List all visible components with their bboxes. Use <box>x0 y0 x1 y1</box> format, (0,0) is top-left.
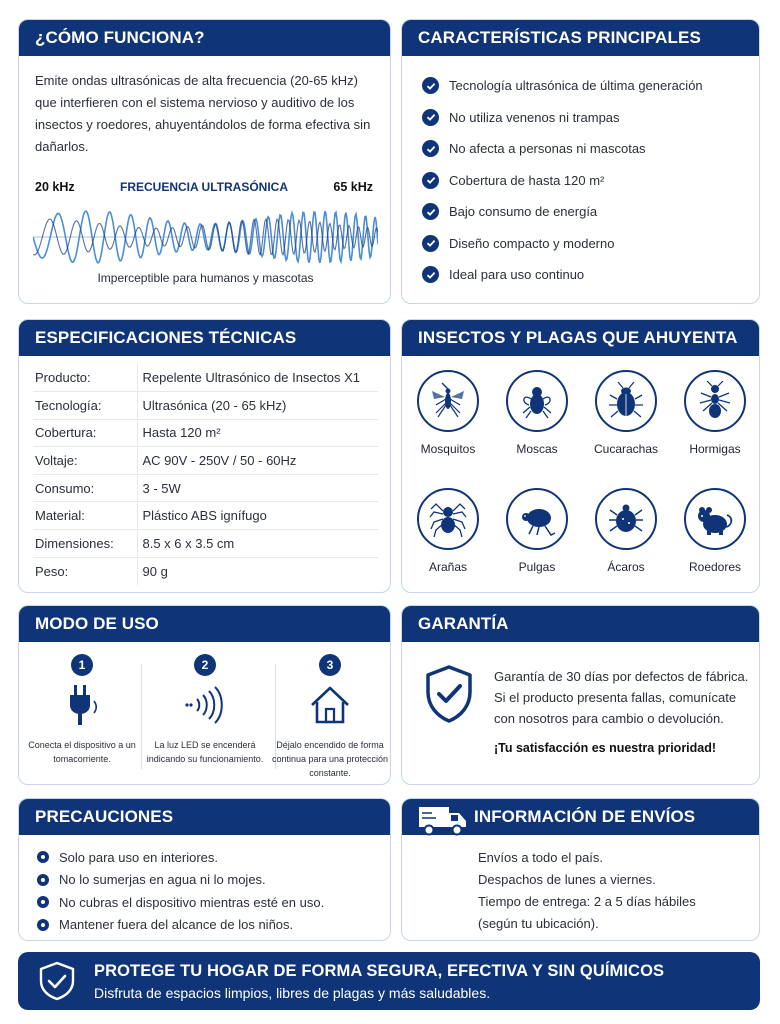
shield-check-icon <box>38 961 76 1001</box>
pest-label: Ácaros <box>607 560 645 574</box>
pest-acaros <box>584 488 668 574</box>
feature-text: Bajo consumo de energía <box>449 204 598 220</box>
table-row <box>33 502 378 530</box>
step-number: 2 <box>194 654 216 676</box>
house-icon <box>271 680 389 730</box>
list-item <box>37 869 324 892</box>
spec-value: AC 90V - 250V / 50 - 60Hz <box>137 447 378 475</box>
envios-card <box>401 798 760 941</box>
step-divider <box>141 664 142 769</box>
spec-key: Producto: <box>33 364 137 392</box>
mosquito-icon <box>417 370 479 432</box>
spec-value: 8.5 x 6 x 3.5 cm <box>137 530 378 558</box>
spec-value: Repelente Ultrasónico de Insectos X1 <box>137 364 378 392</box>
precaution-text: No lo sumerjas en agua ni lo mojes. <box>59 872 266 888</box>
step-number: 1 <box>71 654 93 676</box>
step-number: 3 <box>319 654 341 676</box>
freq-center-label: FRECUENCIA ULTRASÓNICA <box>120 180 288 194</box>
check-icon <box>422 172 439 189</box>
check-icon <box>422 266 439 283</box>
pest-label: Hormigas <box>689 442 741 456</box>
como-funciona-title: ¿CÓMO FUNCIONA? <box>19 20 390 56</box>
feature-item <box>422 165 703 197</box>
pest-label: Roedores <box>688 560 742 574</box>
spec-key: Tecnología: <box>33 392 137 420</box>
garantia-slogan: ¡Tu satisfacción es nuestra prioridad! <box>494 741 717 755</box>
pest-label: Moscas <box>516 442 558 456</box>
spec-value: 90 g <box>142 563 168 579</box>
check-icon <box>422 235 439 252</box>
precautions-list <box>37 846 324 936</box>
pest-label: Mosquitos <box>420 442 476 456</box>
pest-label: Cucarachas <box>593 442 659 456</box>
frequency-row <box>35 180 373 194</box>
caracteristicas-card <box>401 19 760 304</box>
truck-icon <box>418 805 468 837</box>
list-item <box>37 891 324 914</box>
pest-moscas <box>495 370 579 456</box>
feature-text: No afecta a personas ni mascotas <box>449 141 646 157</box>
spec-key: Cobertura: <box>33 419 137 447</box>
caracteristicas-title: CARACTERÍSTICAS PRINCIPALES <box>402 20 759 56</box>
pest-aranas <box>406 488 490 574</box>
wave-caption: Imperceptible para humanos y mascotas <box>97 271 314 285</box>
pest-hormigas <box>673 370 757 456</box>
envios-line: Envíos a todo el país. <box>478 850 604 865</box>
pest-label: Arañas <box>428 560 468 574</box>
envios-text <box>478 847 696 935</box>
plug-icon <box>23 680 141 730</box>
insectos-title: INSECTOS Y PLAGAS QUE AHUYENTA <box>402 320 759 356</box>
table-row <box>33 364 378 392</box>
shield-check-icon <box>424 664 474 724</box>
bottom-banner <box>18 952 760 1010</box>
precauciones-card <box>18 798 391 941</box>
ant-icon <box>684 370 746 432</box>
step-1 <box>23 654 141 766</box>
bullet-icon <box>37 919 49 931</box>
step-text: La luz LED se encenderá indicando su funcionamiento. <box>146 740 264 764</box>
precauciones-title: PRECAUCIONES <box>19 799 390 835</box>
feature-item <box>422 133 703 165</box>
feature-item <box>422 102 703 134</box>
precaution-text: No cubras el dispositivo mientras esté en uso. <box>59 894 325 910</box>
fly-icon <box>506 370 568 432</box>
spec-value: 3 - 5W <box>137 474 378 502</box>
step-text: Déjalo encendido de forma continua para una protección constante. <box>271 740 389 778</box>
check-icon <box>422 203 439 220</box>
spec-value: Hasta 120 m² <box>137 419 378 447</box>
ultrasonic-wave-icon <box>33 202 378 272</box>
pest-label: Pulgas <box>518 560 556 574</box>
list-item <box>37 914 324 937</box>
feature-text: No utiliza venenos ni trampas <box>449 109 620 125</box>
freq-high-label: 65 kHz <box>333 180 373 194</box>
feature-item <box>422 228 703 260</box>
feature-item <box>422 70 703 102</box>
insectos-card <box>401 319 760 593</box>
table-row <box>33 419 378 447</box>
garantia-title: GARANTÍA <box>402 606 759 642</box>
spec-key: Dimensiones: <box>33 530 137 558</box>
table-row <box>33 474 378 502</box>
envios-title: INFORMACIÓN DE ENVÍOS <box>402 799 759 835</box>
table-row <box>33 447 378 475</box>
list-item <box>37 846 324 869</box>
feature-text: Diseño compacto y moderno <box>449 235 615 251</box>
envios-line: Despachos de lunes a viernes. <box>478 872 656 887</box>
spec-value: Plástico ABS ignífugo <box>137 502 378 530</box>
check-icon <box>422 140 439 157</box>
envios-line: (según tu ubicación). <box>478 916 599 931</box>
step-text: Conecta el dispositivo a un tomacorriente. <box>28 740 136 764</box>
envios-line: Tiempo de entrega: 2 a 5 días hábiles <box>478 894 696 909</box>
freq-low-label: 20 kHz <box>35 180 75 194</box>
banner-title: PROTEGE TU HOGAR DE FORMA SEGURA, EFECTIVA Y SIN QUÍMICOS <box>94 962 665 980</box>
step-3 <box>271 654 389 780</box>
bullet-icon <box>37 851 49 863</box>
table-row <box>33 557 378 585</box>
spec-value: Ultrasónica (20 - 65 kHz) <box>137 392 378 420</box>
modo-de-uso-card <box>18 605 391 785</box>
spec-key: Material: <box>33 502 137 530</box>
pest-cucarachas <box>584 370 668 456</box>
modo-de-uso-title: MODO DE USO <box>19 606 390 642</box>
flea-icon <box>506 488 568 550</box>
step-2 <box>146 654 264 766</box>
garantia-card <box>401 605 760 785</box>
table-row <box>33 530 378 558</box>
mite-icon <box>595 488 657 550</box>
garantia-text: Garantía de 30 días por defectos de fábrica. Si el producto presenta fallas, comunícate con nosotros para cambio o devolución. <box>494 669 749 726</box>
table-row <box>33 392 378 420</box>
bullet-icon <box>37 896 49 908</box>
como-funciona-text: Emite ondas ultrasónicas de alta frecuencia (20-65 kHz) que interfieren con el sistema nervioso y auditivo de los insectos y roedores, ahuyentándolos de forma efectiva sin dañarlos. <box>35 73 371 154</box>
pest-roedores <box>673 488 757 574</box>
feature-text: Cobertura de hasta 120 m² <box>449 172 605 188</box>
feature-text: Ideal para uso continuo <box>449 267 585 283</box>
banner-subtitle: Disfruta de espacios limpios, libres de plagas y más saludables. <box>94 985 491 1001</box>
spec-key: Peso: <box>33 557 137 585</box>
como-funciona-card <box>18 19 391 304</box>
features-list <box>422 70 703 291</box>
spec-key: Consumo: <box>33 474 137 502</box>
spider-icon <box>417 488 479 550</box>
cockroach-icon <box>595 370 657 432</box>
spec-key: Voltaje: <box>33 447 137 475</box>
spec-table <box>33 364 378 585</box>
especificaciones-title: ESPECIFICACIONES TÉCNICAS <box>19 320 390 356</box>
precaution-text: Solo para uso en interiores. <box>59 849 218 865</box>
rodent-icon <box>684 488 746 550</box>
especificaciones-card <box>18 319 391 593</box>
precaution-text: Mantener fuera del alcance de los niños. <box>59 917 294 933</box>
pest-mosquitos <box>406 370 490 456</box>
pest-pulgas <box>495 488 579 574</box>
bullet-icon <box>37 874 49 886</box>
check-icon <box>422 77 439 94</box>
feature-item <box>422 259 703 291</box>
signal-waves-icon <box>146 680 264 730</box>
check-icon <box>422 109 439 126</box>
feature-item <box>422 196 703 228</box>
feature-text: Tecnología ultrasónica de última generación <box>449 78 703 94</box>
